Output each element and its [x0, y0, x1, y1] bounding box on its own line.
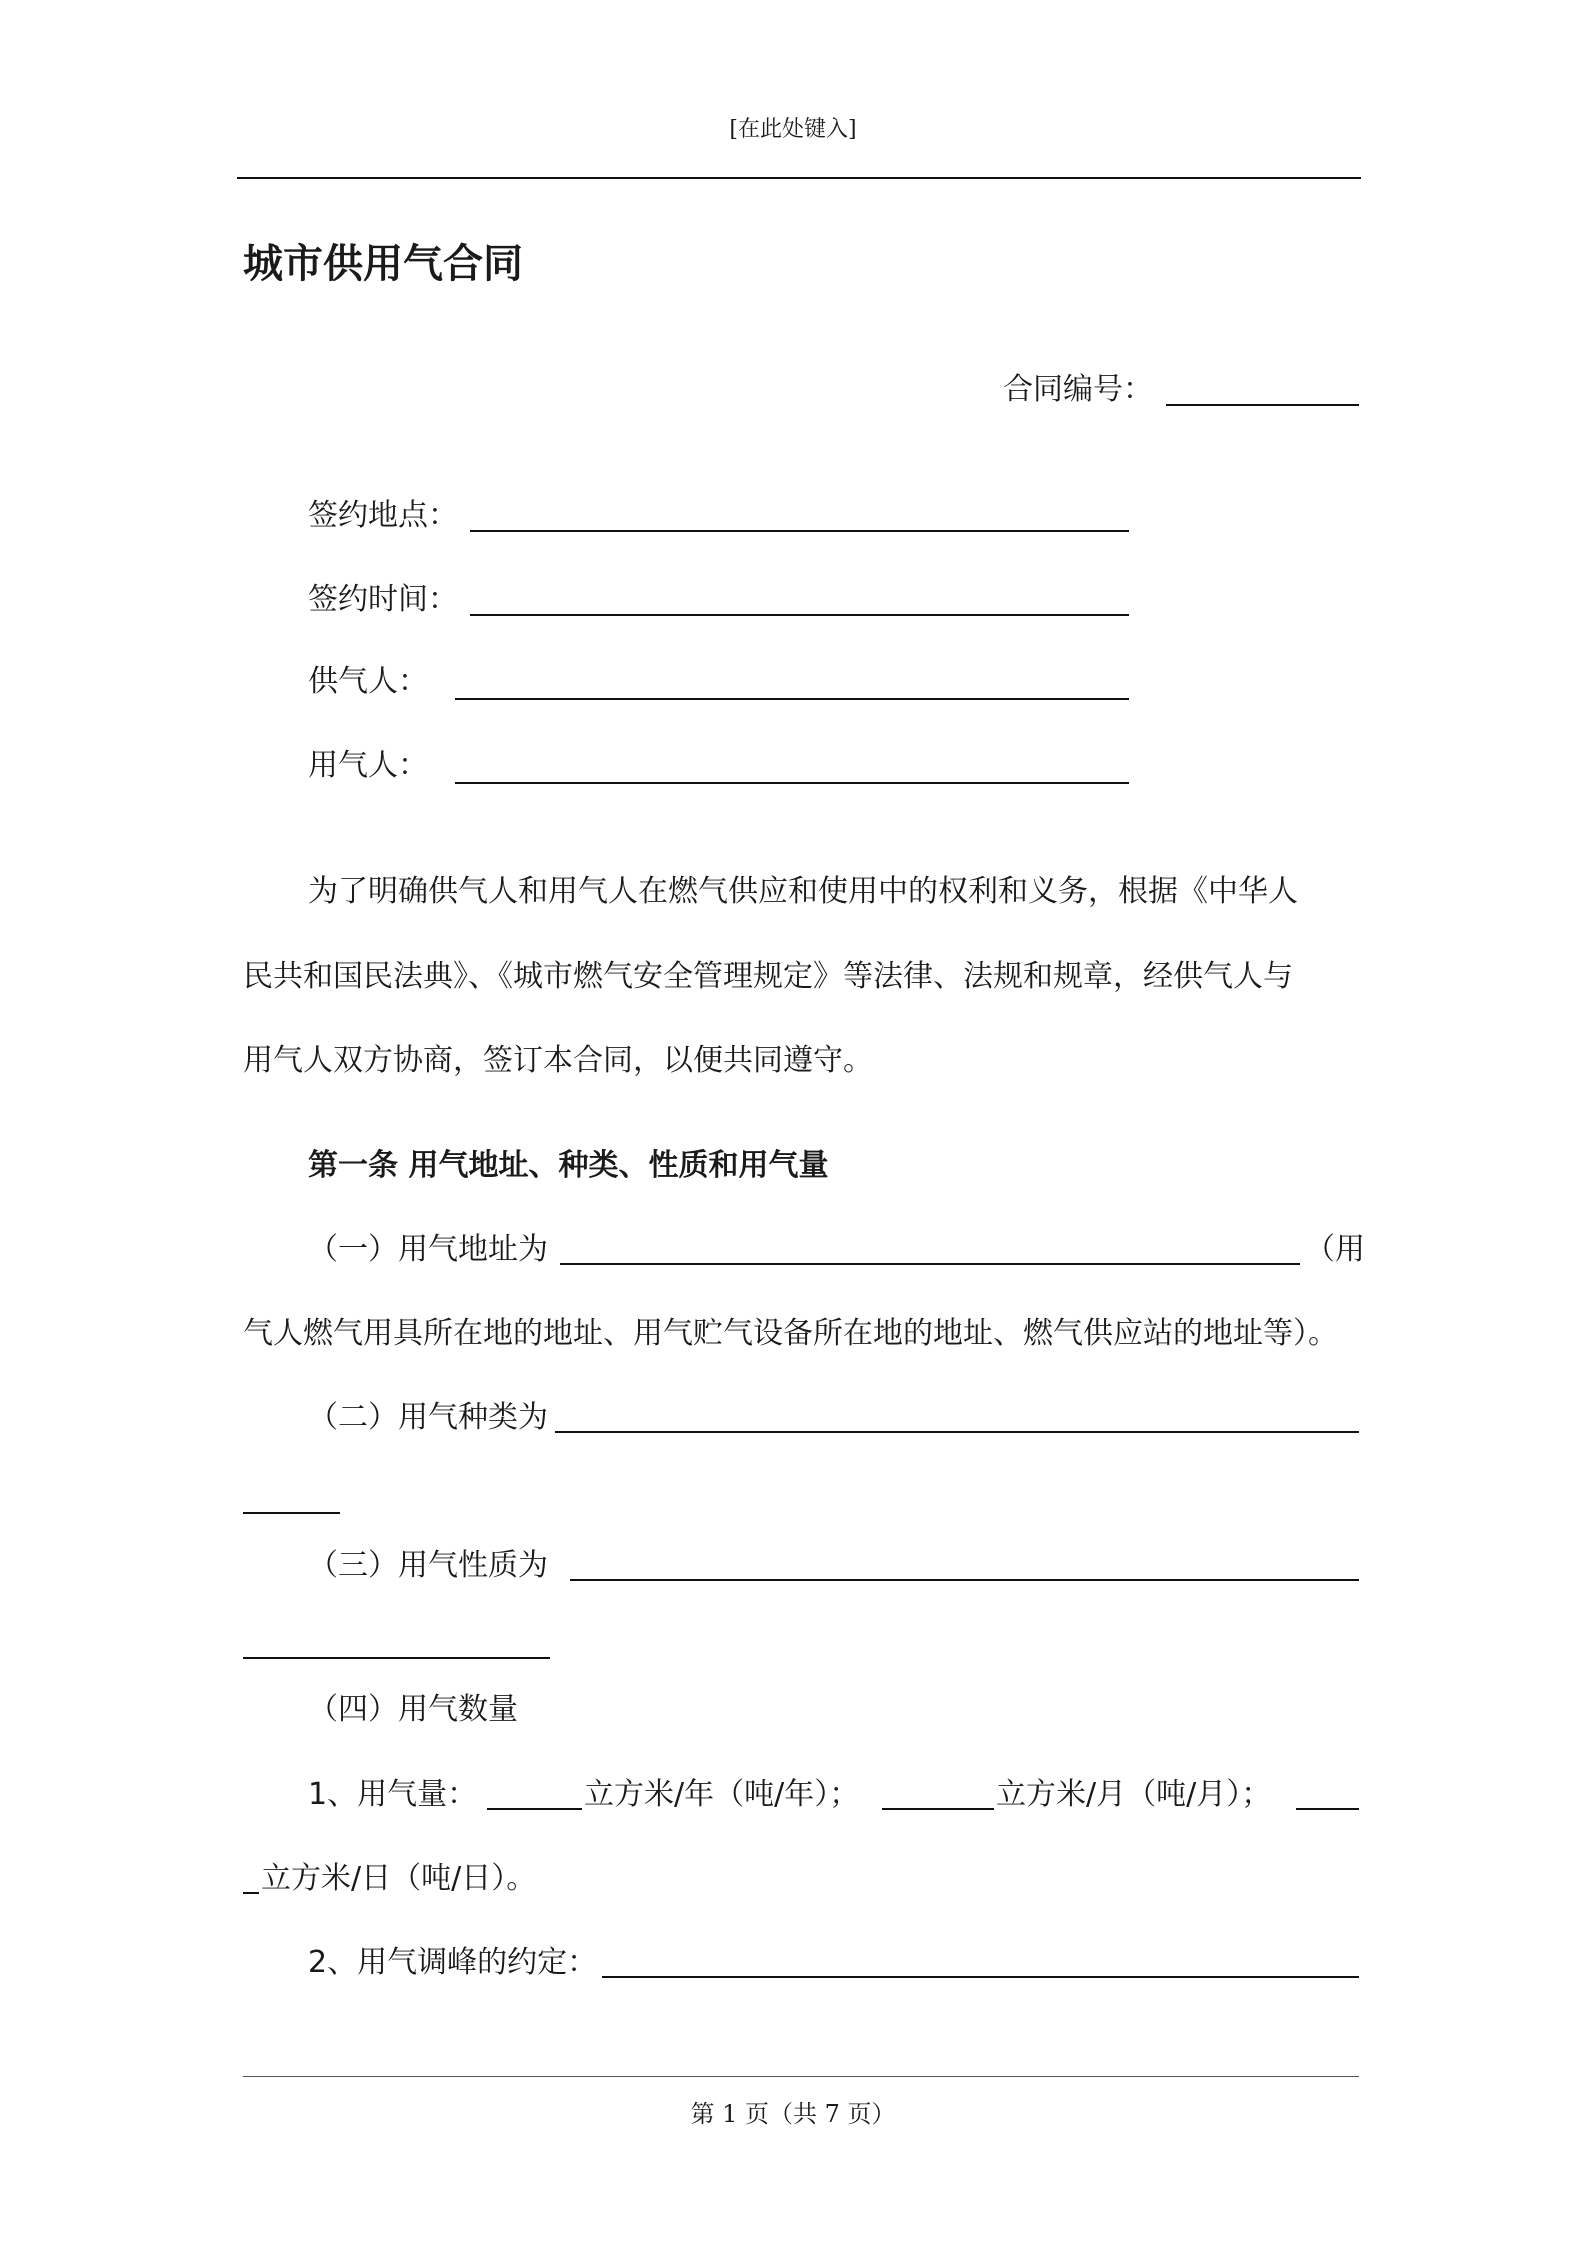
- supplier-field[interactable]: [455, 698, 1129, 700]
- intro-line-3: 用气人双方协商，签订本合同，以便共同遵守。: [243, 1043, 873, 1078]
- gas-nature-field-cont[interactable]: [243, 1657, 550, 1659]
- footer-rule: [243, 2076, 1359, 2077]
- page-footer: 第 1 页（共 7 页）: [690, 2100, 896, 2128]
- header-rule: [237, 177, 1361, 179]
- qty-day-field-cont[interactable]: [243, 1892, 259, 1894]
- item-2-label: （二）用气种类为: [308, 1400, 548, 1435]
- gas-type-field[interactable]: [555, 1431, 1359, 1433]
- qty-day-unit: 立方米/日（吨/日）。: [261, 1861, 537, 1896]
- peak-field[interactable]: [602, 1976, 1359, 1978]
- qty-month-field[interactable]: [882, 1808, 994, 1810]
- sign-time-field[interactable]: [470, 614, 1129, 616]
- document-title: 城市供用气合同: [243, 241, 523, 287]
- item-1-tail: （用: [1305, 1232, 1365, 1267]
- intro-line-2: 民共和国民法典》、《城市燃气安全管理规定》等法律、法规和规章，经供气人与: [243, 959, 1293, 994]
- gas-type-field-cont[interactable]: [243, 1512, 340, 1514]
- consumer-field[interactable]: [455, 782, 1129, 784]
- page-header: [在此处键入]: [729, 117, 857, 142]
- qty-label: 1、用气量：: [308, 1777, 478, 1812]
- item-1-label: （一）用气地址为: [308, 1232, 548, 1267]
- item-3-label: （三）用气性质为: [308, 1548, 548, 1583]
- item-1-continuation: 气人燃气用具所在地的地址、用气贮气设备所在地的地址、燃气供应站的地址等）。: [243, 1316, 1338, 1351]
- item-4-label: （四）用气数量: [308, 1692, 518, 1727]
- qty-day-field[interactable]: [1296, 1808, 1359, 1810]
- contract-number-field[interactable]: [1166, 404, 1359, 406]
- supplier-label: 供气人：: [308, 664, 428, 699]
- sign-place-field[interactable]: [470, 530, 1129, 532]
- gas-nature-field[interactable]: [570, 1579, 1359, 1581]
- consumer-label: 用气人：: [308, 748, 428, 783]
- qty-year-field[interactable]: [487, 1808, 582, 1810]
- intro-line-1: 为了明确供气人和用气人在燃气供应和使用中的权利和义务，根据《中华人: [308, 874, 1298, 909]
- contract-number-label: 合同编号：: [1003, 372, 1153, 407]
- peak-label: 2、用气调峰的约定：: [308, 1945, 598, 1980]
- sign-time-label: 签约时间：: [308, 582, 458, 617]
- qty-month-unit: 立方米/月（吨/月）；: [996, 1777, 1272, 1812]
- qty-year-unit: 立方米/年（吨/年）；: [584, 1777, 860, 1812]
- sign-place-label: 签约地点：: [308, 498, 458, 533]
- gas-address-field[interactable]: [560, 1263, 1300, 1265]
- article-1-heading: 第一条 用气地址、种类、性质和用气量: [308, 1148, 829, 1183]
